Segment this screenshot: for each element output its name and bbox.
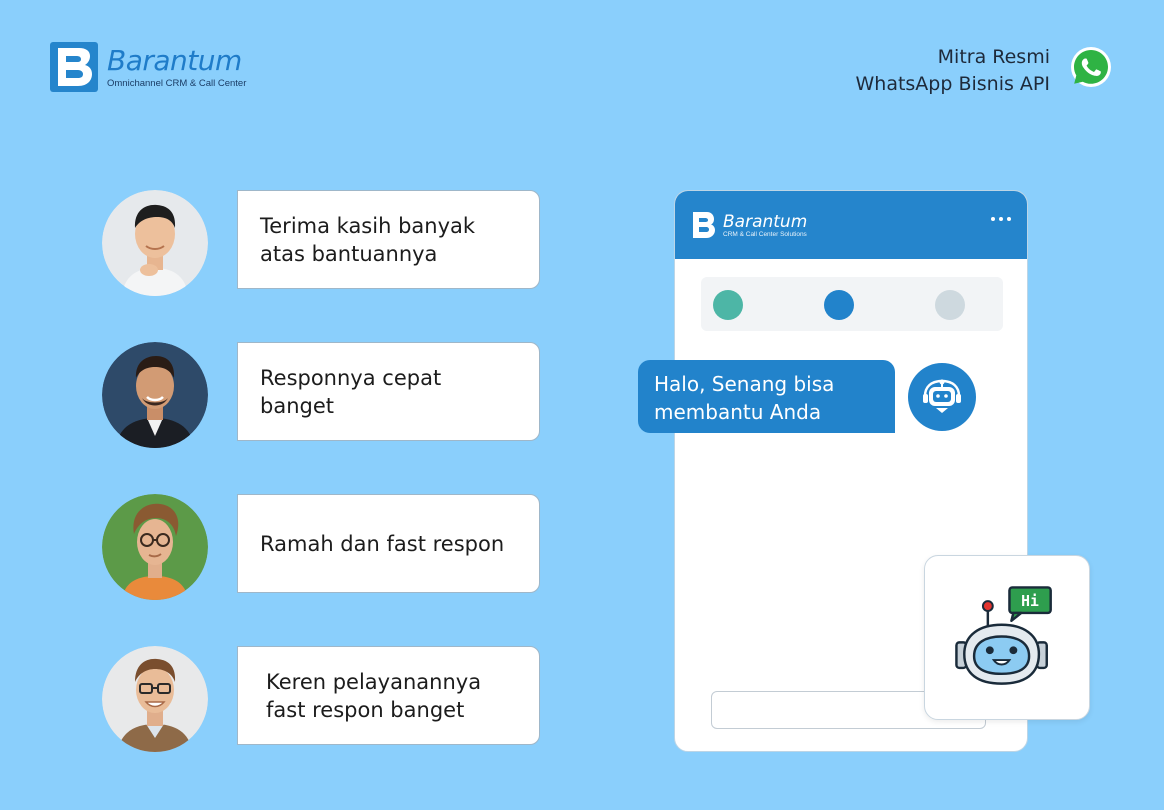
status-dot — [935, 290, 965, 320]
brand-logo[interactable] — [50, 42, 246, 92]
bot-avatar — [908, 363, 976, 431]
status-dot — [824, 290, 854, 320]
review-bubble — [237, 646, 540, 745]
review-text-line1: Keren pelayanannya — [266, 669, 482, 694]
greeting-bubble — [638, 360, 895, 433]
review-text-line2: atas bantuannya — [260, 241, 438, 266]
greeting-line2: membantu Anda — [654, 400, 822, 424]
review-item — [102, 190, 542, 290]
review-bubble — [237, 494, 540, 593]
barantum-logo-icon — [50, 42, 98, 92]
review-bubble — [237, 190, 540, 289]
review-text-line1: Terima kasih banyak — [260, 213, 476, 238]
chat-header — [675, 191, 1027, 259]
avatar — [102, 646, 208, 752]
partner-line2: WhatsApp Bisnis API — [855, 73, 1050, 95]
whatsapp-icon[interactable] — [1070, 46, 1112, 88]
brand-tagline: Omnichannel CRM & Call Center — [107, 77, 247, 89]
review-text-line2: banget — [260, 393, 334, 418]
review-item — [102, 646, 542, 746]
chat-brand-sub: CRM & Call Center Solutions — [723, 230, 807, 238]
review-text-line1: Ramah dan fast respon — [260, 531, 505, 556]
partner-line1: Mitra Resmi — [937, 46, 1050, 68]
bot-headset-icon — [908, 363, 976, 431]
robot-icon — [925, 556, 1088, 718]
robot-card — [924, 555, 1090, 720]
review-text-line1: Responnya cepat — [260, 365, 442, 390]
more-options-icon[interactable] — [991, 217, 1011, 221]
robot-speech: Hi — [1021, 593, 1039, 611]
review-text-line2: fast respon banget — [266, 697, 465, 722]
greeting-line1: Halo, Senang bisa — [654, 372, 835, 396]
status-dot — [713, 290, 743, 320]
avatar — [102, 190, 208, 296]
brand-name: Barantum — [107, 43, 242, 77]
review-bubble — [237, 342, 540, 441]
barantum-logo-icon — [691, 210, 717, 240]
avatar — [102, 494, 208, 600]
review-item — [102, 342, 542, 442]
partner-label — [855, 44, 1050, 98]
chat-brand-name: Barantum — [723, 211, 808, 232]
avatar — [102, 342, 208, 448]
status-card — [701, 277, 1003, 331]
review-item — [102, 494, 542, 594]
